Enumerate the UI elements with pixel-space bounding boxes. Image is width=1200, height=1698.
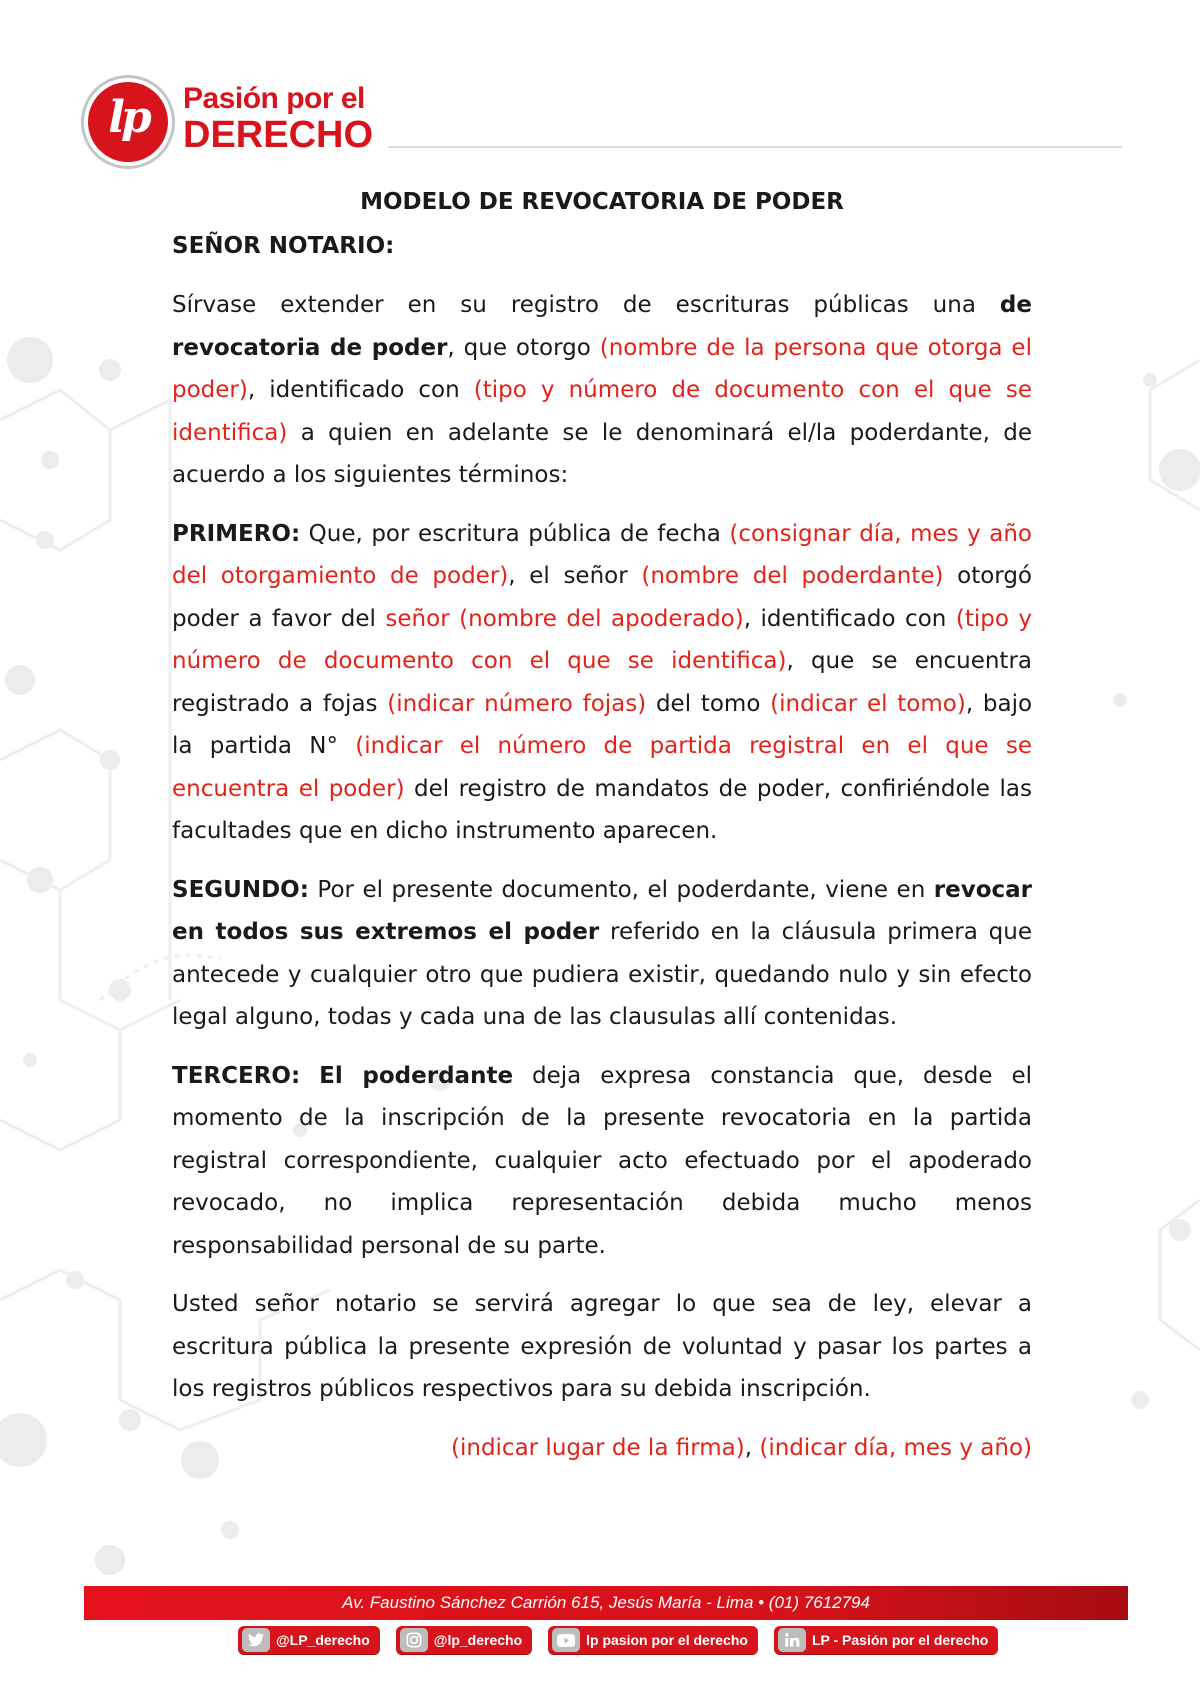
bold-text: de revocatoria de poder [172,292,1032,361]
signature-line [172,1427,1032,1470]
clause-segundo [172,869,1032,1039]
text-run: referido en la cláusula primera que antecede y cualquier otro que pudiera existir, quedando nulo y sin efecto legal alguno, todas y cada una de las clausulas allí contenidas. [172,919,1033,1030]
twitter-icon [242,1628,270,1652]
linkedin-icon [778,1628,806,1652]
text-run: , identificado con [247,377,474,403]
placeholder-field: (indicar el número de partida registral en el que se encuentra el poder) [172,733,1032,802]
text-run: deja expresa constancia que, desde el momento de la inscripción de la presente revocatoria en la partida registral correspondiente, cualquier acto efectuado por el apoderado revocado, no implica representación debida mucho menos responsabilidad personal de su parte. [172,1062,1033,1259]
social-links [238,1626,998,1656]
signature-date: (indicar día, mes y año) [759,1434,1032,1461]
text-run: Que, por escritura pública de fecha [300,520,730,547]
text-run: , el señor [508,563,642,589]
instagram-icon [400,1628,428,1652]
footer-address-bar: Av. Faustino Sánchez Carrión 615, Jesús María - Lima • (01) 7612794 [84,1586,1128,1620]
social-label: @lp_derecho [433,1632,523,1648]
logo-letters: lp [108,92,148,143]
text-run: Por el presente documento, el poderdante, viene en [308,876,934,903]
text-run: a quien en adelante se le denominará el/la poderdante, de acuerdo a los siguientes términos: [172,419,1032,488]
header-divider [388,146,1122,148]
document-body [172,184,1032,1469]
placeholder-field: (consignar día, mes y año del otorgamiento de poder) [172,520,1032,589]
brand-name-line2: DERECHO [183,114,374,156]
closing-request: Usted señor notario se servirá agregar lo que sea de ley, elevar a escritura pública la presente expresión de voluntad y pasar los partes a los registros públicos respectivos para su debida inscripción. [172,1291,1032,1402]
placeholder-field: (nombre del poderdante) [641,563,944,589]
placeholder-field: (nombre de la persona que otorga el poder) [172,334,1032,403]
social-label: LP - Pasión por el derecho [811,1632,989,1648]
text-run: , bajo la partida N° [172,690,1033,759]
signature-separator: , [744,1434,760,1461]
signature-place: (indicar lugar de la firma) [451,1434,745,1461]
placeholder-field: (tipo y número de documento con el que se identifica) [172,605,1033,674]
social-label: @LP_derecho [276,1632,370,1648]
clause-tercero [172,1055,1032,1268]
youtube-icon [552,1628,580,1652]
text-run [300,1063,319,1089]
document-header [88,78,1128,168]
text-run: , que se encuentra registrado a fojas [172,648,1032,717]
bold-text: SEGUNDO: [172,876,309,903]
lp-logo-icon [88,82,168,162]
brand-name-line1: Pasión por el [183,82,365,115]
placeholder-field: (tipo y número de documento con el que se identifica) [172,377,1033,446]
bold-text: revocar en todos sus extremos el poder [172,876,1032,945]
text-run: otorgó poder a favor del [172,563,1033,632]
social-label: lp pasion por el derecho [586,1632,748,1648]
bold-text: TERCERO: [172,1062,301,1089]
bold-text: El poderdante [319,1062,514,1089]
clause-primero [172,513,1032,853]
text-run: , identificado con [743,605,956,632]
placeholder-field: (indicar el tomo) [770,690,966,717]
salutation: SEÑOR NOTARIO: [172,233,395,259]
text-run: Sírvase extender en su registro de escrituras públicas una [172,292,1000,318]
placeholder-field: señor (nombre del apoderado) [385,605,744,632]
text-run: del tomo [646,690,771,717]
text-run: , que otorgo [447,334,600,361]
text-run: del registro de mandatos de poder, confiriéndole las facultades que en dicho instrumento aparecen. [172,775,1032,844]
intro-paragraph [172,284,1032,497]
page-title: MODELO DE REVOCATORIA DE PODER [360,189,844,215]
social-linkedin[interactable] [774,1626,998,1654]
social-youtube[interactable] [548,1626,758,1654]
placeholder-field: (indicar número fojas) [387,690,647,717]
social-twitter[interactable] [238,1626,380,1654]
bold-text: PRIMERO: [172,520,301,547]
social-instagram[interactable] [396,1626,532,1654]
